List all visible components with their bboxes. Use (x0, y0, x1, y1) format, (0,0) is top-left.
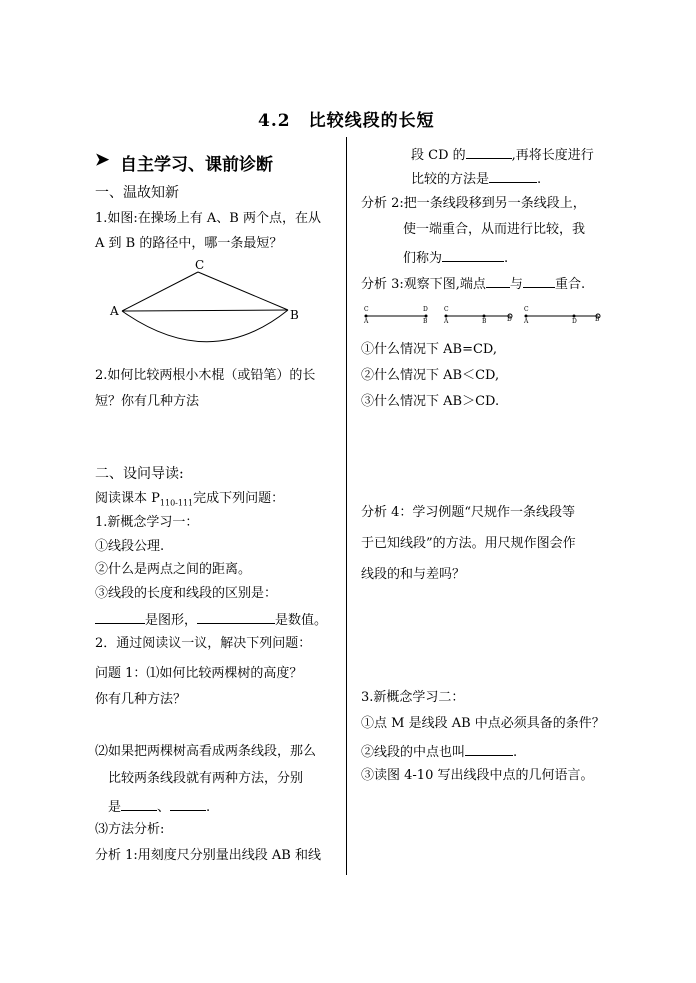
a4-line3: 线段的和与差吗？ (361, 567, 466, 582)
cont-line2: 比较的方法是 . (411, 172, 542, 187)
c2-item3: ③读图 4-10 写出线段中点的几何语言。 (361, 768, 594, 783)
a3-line: 分析 3:观察下图,端点 与 重合. (361, 277, 586, 292)
q2-line2: 短？你有几种方法 (95, 394, 200, 409)
concept2-heading: 3.新概念学习二： (361, 690, 465, 705)
read-instruction: 阅读课本 $P_{110-111}$完成下列问题： (95, 491, 285, 508)
point-a-label: A (110, 304, 119, 318)
guide-heading: 二、设问导读: (95, 466, 184, 482)
endpoint-dot (445, 315, 448, 318)
path-ac (122, 272, 198, 311)
label-d: D (423, 306, 428, 313)
fill-blank[interactable] (486, 275, 510, 288)
fill-blank[interactable] (121, 798, 157, 811)
q2-line1: 2.如何比较两根小木棍（或铅笔）的长 (95, 368, 316, 383)
label-c: C (444, 306, 449, 313)
section-heading: 自主学习、课前诊断 (120, 155, 273, 175)
label-d: D (507, 316, 512, 323)
fill-blank[interactable] (523, 275, 555, 288)
problem1-line1: 问题 1：⑴如何比较两棵树的高度？ (95, 666, 303, 681)
a2-line2: 使一端重合，从而进行比较，我 (403, 222, 586, 237)
fill-blank[interactable] (465, 743, 513, 756)
path-ab-straight (122, 310, 288, 311)
p2-line3: 是 、 . (108, 800, 211, 815)
fill-blank[interactable] (489, 170, 537, 183)
label-a: A (524, 318, 529, 325)
section-arrow-icon: ➤ (95, 150, 110, 170)
endpoint-dot (425, 315, 428, 318)
point-b-label: B (290, 308, 299, 322)
case1: ①什么情况下 AB=CD, (361, 342, 498, 357)
q1-line2: A 到 B 的路径中，哪一条最短？ (95, 236, 283, 251)
fill-blank[interactable] (95, 611, 145, 624)
problem1-line2: 你有几种方法？ (95, 692, 187, 707)
path-figure (100, 255, 310, 345)
p3: ⑶方法分析: (95, 822, 165, 837)
endpoint-dot (483, 315, 486, 318)
p2-line2: 比较两条线段就有两种方法，分别 (108, 771, 304, 786)
label-d: D (572, 318, 577, 325)
review-heading: 一、温故知新 (95, 185, 179, 201)
c1-item2: ②什么是两点之间的距离。 (95, 562, 252, 577)
cont-line1: 段 CD 的 ,再将长度进行 (411, 148, 594, 163)
q-read: 2．通过阅读议一议，解决下列问题： (95, 636, 312, 651)
fill-blank[interactable] (442, 249, 504, 262)
endpoint-dot (365, 315, 368, 318)
c2-item1: ①点 M 是线段 AB 中点必须具备的条件？ (361, 716, 605, 731)
fill-blank[interactable] (170, 798, 206, 811)
c1-fill-line: 是图形， 是数值。 (95, 611, 327, 627)
analysis1: 分析 1:用刻度尺分别量出线段 AB 和线 (95, 848, 321, 863)
path-ab-curve (122, 310, 288, 342)
c1-item3: ③线段的长度和线段的区别是： (95, 586, 278, 601)
column-divider (346, 137, 347, 875)
label-c: C (524, 306, 529, 313)
a2-line3: 们称为 . (403, 251, 509, 266)
c2-item2: ②线段的中点也叫 . (361, 745, 518, 760)
endpoint-dot (573, 315, 576, 318)
path-cb (198, 272, 288, 310)
case2: ②什么情况下 AB＜CD, (361, 368, 500, 383)
a2-line1: 分析 2:把一条线段移到另一条线段上， (361, 196, 586, 211)
a4-line1: 分析 4：学习例题“尺规作一条线段等 (361, 505, 576, 520)
label-b: B (423, 318, 428, 325)
endpoint-dot (525, 315, 528, 318)
label-b: B (482, 318, 487, 325)
concept1-heading: 1.新概念学习一： (95, 515, 199, 530)
label-c: C (364, 306, 369, 313)
a4-line2: 于已知线段”的方法。用尺规作图会作 (361, 536, 576, 551)
c1-item1: ①线段公理. (95, 539, 165, 554)
fill-blank[interactable] (197, 611, 275, 624)
fill-blank[interactable] (466, 146, 512, 159)
segment-comparison-figure (360, 303, 605, 325)
p2-line1: ⑵如果把两棵树高看成两条线段，那么 (95, 744, 317, 759)
label-a: A (364, 318, 369, 325)
case3: ③什么情况下 AB＞CD. (361, 394, 500, 409)
q1-line1: 1.如图:在操场上有 A、B 两个点，在从 (95, 211, 321, 226)
label-a: A (444, 318, 449, 325)
point-c-label: C (195, 258, 205, 272)
page-title: 4.2 比较线段的长短 (258, 111, 435, 131)
label-b: B (595, 316, 600, 323)
